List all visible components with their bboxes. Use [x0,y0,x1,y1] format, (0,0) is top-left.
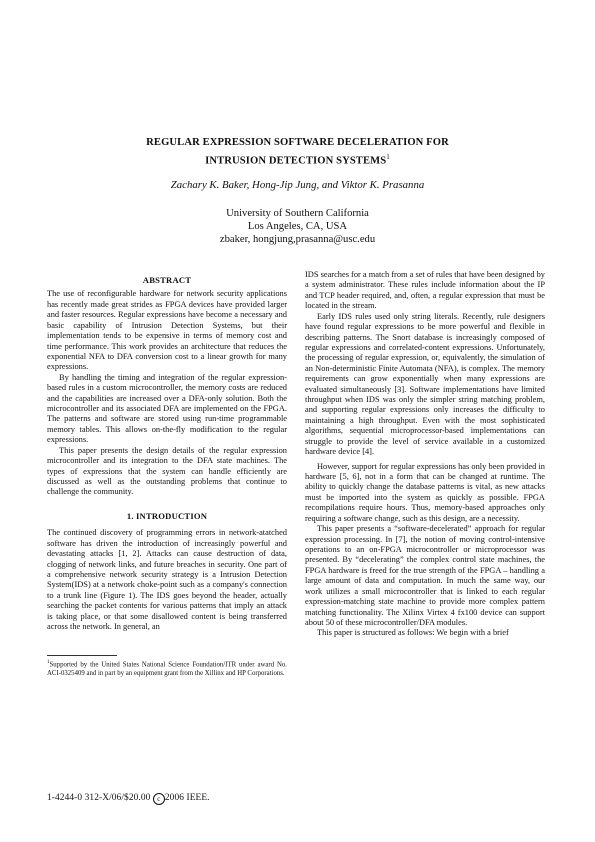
copyright-icon: c [153,793,165,805]
affiliation-email: zbaker, hongjung,prasanna@usc.edu [219,233,376,245]
abstract-paragraph-2: By handling the timing and integration of the regular expression-based rules in a custom microcontroller, the memory costs are reduced and the capabilities are increased over a DFA-only solution. Both the microcontroller and its associated DFA are implemented on the FPGA. The patterns and software are stored using run-time programmable memory tables. This allows on-the-fly modification to the regular expressions. [47,372,287,445]
right-paragraph-3: However, support for regular expressions has only been provided in hardware [5, 6], not in a form that can be changed at runtime. The ability to quickly change the database patterns is vital, as new attacks must be imported into the system as quickly as possible. FPGA recompilations require hours. Thus, memory-based approaches only requiring a software change, such as this design, are a necessity. [305,461,545,523]
footnote-mark: 1 [47,660,50,665]
footnote-divider [47,655,117,656]
title-footnote-mark: 1 [386,153,390,161]
title-line-1: REGULAR EXPRESSION SOFTWARE DECELERATION FOR [146,137,449,148]
copyright-suffix: 2006 IEEE. [164,793,210,803]
introduction-paragraph-1: The continued discovery of programming errors in network-atatched software has driven the introduction of increasingly powerful and devastating attacks [1, 2]. Attacks can cause destruction of data, clogging of network links, and future breaches in security. One part of a comprehensive network security strategy is a Intrusion Detection System(IDS) at a network choke-point such as a company's connection to a trunk line (Figure 1). The IDS goes beyond the header, actually searching the packet contents for various patterns that imply an attack is taking place, or that some disallowed content is being transferred across the network. In general, an [47,528,287,632]
right-paragraph-4: This paper presents a “software-decelerated” approach for regular expression processing. In [7], the notion of moving control-intensive operations to an on-FPGA microcontroller or microprocessor was presented. By “decelerating” the complex control state machines, the FPGA hardware is freed for the true strength of the FPGA – handling a large amount of data and computation. In much the same way, our work utilizes a small microcontroller that is linked to each regular expression-matching state machine to provide more complex pattern matching functionality. The Xilinx Virtex 4 fx100 device can support about 50 of these microcontroller/DFA modules. [305,524,545,627]
affiliation-university: University of Southern California [226,208,369,219]
author-list: Zachary K. Baker, Hong-Jip Jung, and Viktor K. Prasanna [170,179,425,191]
footnote [47,659,287,678]
title-line-2 [60,150,535,169]
abstract-paragraph-1: The use of reconfigurable hardware for network security applications has recently made great strides as FPGA devices have provided larger and faster resources. Regular expressions have become a necessary and basic capability of Intrusion Detection Systems, but their implementation tends to be expensive in terms of memory cost and time performance. This work provides an architecture that reduces the exponential NFA to DFA conversion cost to a linear growth for many expressions. [47,289,287,372]
right-paragraph-1: IDS searches for a match from a set of rules that have been designed by a system administrator. These rules include information about the IP and TCP header required, and, often, a regular expression that must be located in the stream. [305,270,545,311]
footnote-text: Supported by the United States National Science Foundation/ITR under award No. ACI-0325409 and in part by an equipment grant from the Xillinx and HP Corporations. [47,661,287,677]
right-column [305,270,545,639]
title-line-2-text: INTRUSION DETECTION SYSTEMS [205,155,387,167]
copyright-prefix: 1-4244-0 312-X/06/$20.00 [47,793,151,803]
abstract-heading: ABSTRACT [142,275,192,285]
copyright-line [47,793,210,805]
abstract-paragraph-3: This paper presents the design details of the regular expression microcontroller and its integration to the DFA state machines. The types of expressions that the system can handle efficiently are discussed as well as the outstanding problems that continue to challenge the community. [47,445,287,497]
right-paragraph-2: Early IDS rules used only string literals. Recently, rule designers have found regular expressions to be more powerful and flexible in describing patterns. The Snort database is increasingly composed of regular expressions and correlated-content expressions. Unfortunately, the processing of regular expression, or, equivalently, the simulation of an Non-deterministic Finite Automata (NFA), is complex. The memory requirements can grow exponentially when many expressions are evaluated simultaneously [3]. Software implementations have limited throughput when IDS was only the simpler string matching problem, and supporting regular expressions only increases the difficulty to maintaining a high throughput. Even with the most sophisticated algorithms, sequential microprocessor-based implementations can struggle to provide the level of service available in a customized hardware device [4]. [305,311,545,457]
paper-title [60,136,535,169]
right-paragraph-5: This paper is structured as follows: We begin with a brief [317,628,509,638]
affiliation [60,208,535,246]
affiliation-location: Los Angeles, CA, USA [247,220,348,232]
left-column [47,275,287,633]
introduction-heading: 1. INTRODUCTION [126,510,208,521]
